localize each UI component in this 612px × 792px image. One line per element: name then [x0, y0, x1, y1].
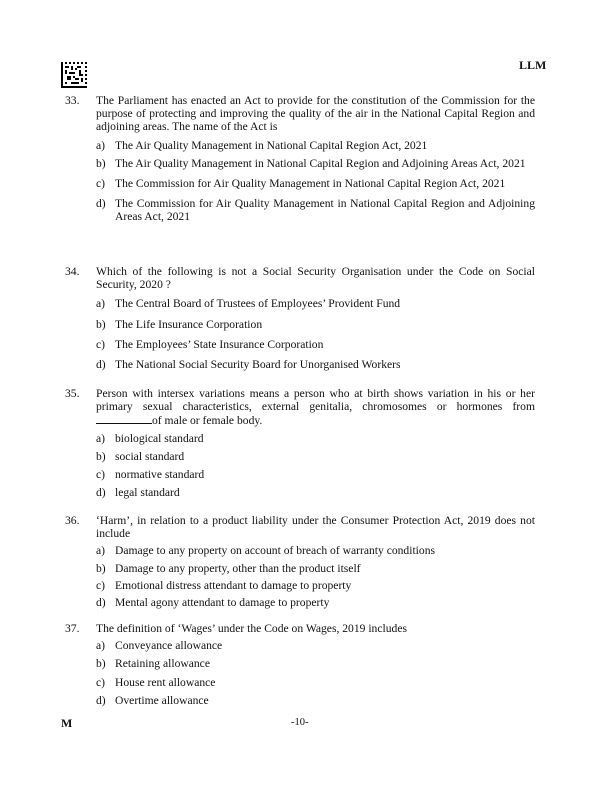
- option-a: [96, 432, 535, 445]
- option-text: biological standard: [115, 431, 204, 445]
- option-text: Conveyance allowance: [115, 639, 223, 653]
- option-a: [96, 639, 535, 652]
- option-b: [96, 562, 535, 575]
- question-number: 34.: [65, 265, 80, 278]
- option-text: Damage to any property, other than the product itself: [115, 561, 361, 575]
- option-label: c): [96, 675, 106, 689]
- question-text: ‘Harm’, in relation to a product liability under the Consumer Protection Act, 2019 does not include: [96, 514, 535, 541]
- question-number: 36.: [65, 514, 80, 527]
- option-label: a): [96, 639, 106, 653]
- question-text: The Parliament has enacted an Act to provide for the constitution of the Commission for the purpose of protecting and improving the quality of the air in the National Capital Region and adjoining areas. The name of the Act is: [96, 94, 535, 134]
- option-text: The Commission for Air Quality Management in National Capital Region Act, 2021: [115, 177, 506, 191]
- option-label: b): [96, 156, 106, 170]
- question-number: 35.: [65, 387, 80, 400]
- question-text: The definition of ‘Wages’ under the Code on Wages, 2019 includes: [96, 622, 407, 635]
- option-label: b): [96, 561, 106, 575]
- option-text: The Life Insurance Corporation: [115, 317, 263, 331]
- option-label: a): [96, 544, 106, 558]
- option-d: [96, 596, 535, 609]
- option-a: [96, 139, 535, 152]
- option-text: The National Social Security Board for Unorganised Workers: [115, 358, 401, 372]
- option-label: b): [96, 449, 106, 463]
- option-label: a): [96, 138, 106, 152]
- option-label: a): [96, 297, 106, 311]
- subject-code: LLM: [519, 58, 547, 72]
- question-text: Which of the following is not a Social Security Organisation under the Code on Social Security, 2020 ?: [96, 265, 535, 292]
- option-d: [96, 197, 535, 223]
- question-text-before-blank: Person with intersex variations means a person who at birth shows variation in his or her primary sexual characteristics, external genitalia, chromosomes or hormones from: [96, 387, 535, 414]
- option-label: d): [96, 596, 106, 610]
- option-text: Mental agony attendant to damage to property: [115, 596, 330, 610]
- question-33: [65, 94, 535, 224]
- question-35: [65, 387, 535, 499]
- option-text: The Air Quality Management in National Capital Region Act, 2021: [115, 138, 428, 152]
- fill-in-blank: [96, 413, 152, 424]
- option-label: c): [96, 337, 106, 351]
- option-a: [96, 544, 535, 557]
- question-37: [65, 622, 535, 707]
- option-text: normative standard: [115, 468, 205, 482]
- option-text: The Employees’ State Insurance Corporation: [115, 337, 324, 351]
- question-number: 33.: [65, 94, 80, 107]
- option-text: legal standard: [115, 486, 180, 500]
- option-b: [96, 318, 535, 331]
- option-text: Retaining allowance: [115, 657, 210, 671]
- option-c: [96, 676, 535, 689]
- option-c: [96, 338, 535, 351]
- option-text: Damage to any property on account of breach of warranty conditions: [115, 544, 435, 558]
- option-label: b): [96, 657, 106, 671]
- option-label: c): [96, 177, 106, 191]
- option-d: [96, 486, 535, 499]
- option-d: [96, 694, 535, 707]
- option-text: House rent allowance: [115, 675, 216, 689]
- option-c: [96, 579, 535, 592]
- option-c: [96, 468, 535, 481]
- option-label: b): [96, 317, 106, 331]
- question-36: [65, 514, 535, 609]
- option-label: a): [96, 431, 106, 445]
- option-label: c): [96, 578, 106, 592]
- option-b: [96, 450, 535, 463]
- option-d: [96, 358, 535, 371]
- option-b: [96, 157, 535, 170]
- option-b: [96, 657, 535, 670]
- option-text: The Commission for Air Quality Management in National Capital Region and Adjoining Areas Act, 2021: [115, 197, 535, 224]
- option-label: d): [96, 197, 106, 211]
- question-number: 37.: [65, 622, 80, 635]
- option-a: [96, 297, 535, 310]
- question-34: [65, 265, 535, 371]
- option-text: social standard: [115, 449, 185, 463]
- option-label: d): [96, 358, 106, 372]
- option-c: [96, 177, 535, 190]
- datamatrix-code-icon: [61, 62, 87, 88]
- option-text: The Central Board of Trustees of Employees’ Provident Fund: [115, 297, 401, 311]
- option-label: d): [96, 486, 106, 500]
- option-text: Overtime allowance: [115, 693, 209, 707]
- question-text: [96, 387, 535, 428]
- series-code: M: [61, 716, 73, 730]
- option-text: Emotional distress attendant to damage to property: [115, 578, 352, 592]
- page-number: -10-: [291, 717, 309, 728]
- option-text: The Air Quality Management in National Capital Region and Adjoining Areas Act, 2021: [115, 156, 526, 170]
- option-label: d): [96, 693, 106, 707]
- option-label: c): [96, 468, 106, 482]
- question-text-after-blank: of male or female body.: [152, 414, 263, 428]
